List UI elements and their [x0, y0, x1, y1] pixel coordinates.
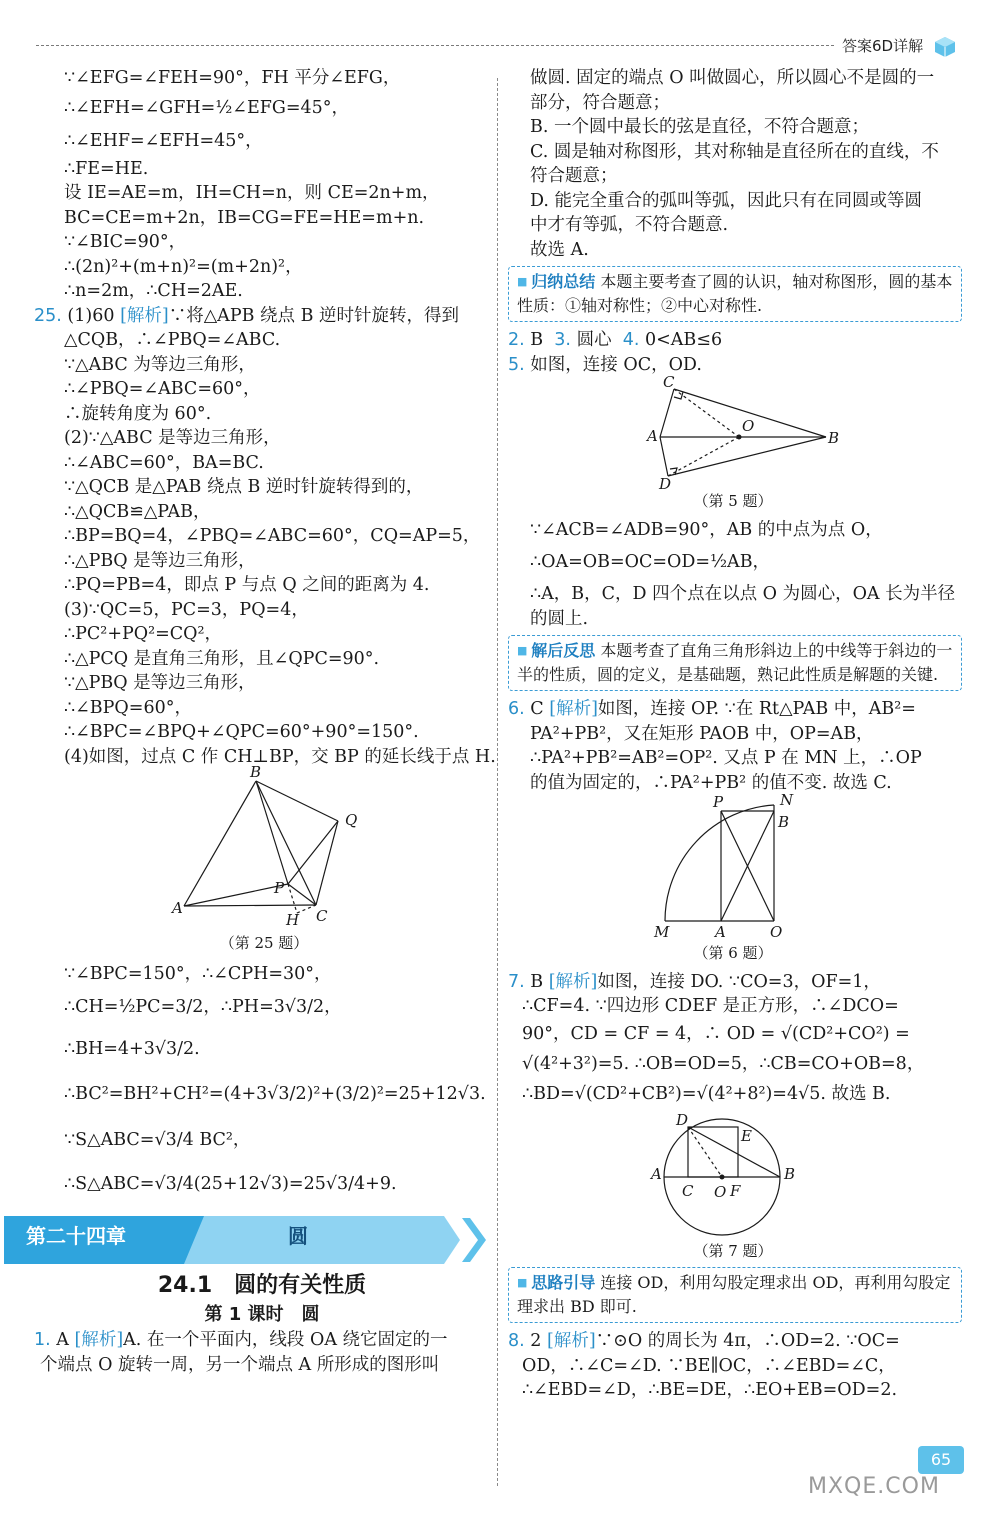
- text-line: ∴△PBQ 是等边三角形，: [64, 550, 256, 571]
- question-5-first-line: [508, 353, 962, 378]
- label-A: A: [647, 427, 658, 445]
- text-line: BC=CE=m+2n，IB=CG=FE=HE=m+n.: [64, 207, 425, 228]
- chapter-label: 第二十四章: [26, 1224, 126, 1248]
- text-line: ∴△QCB≌△PAB，: [64, 501, 211, 522]
- analysis-tag: [解析]: [548, 971, 598, 992]
- text-line: 做圆. 固定的端点 O 叫做圆心，所以圆心不是圆的一: [530, 68, 935, 88]
- text-line: (2)∵△ABC 是等边三角形，: [64, 428, 281, 448]
- cube-icon: [934, 36, 956, 58]
- label-C: C: [682, 1181, 694, 1200]
- figure-6: [508, 791, 962, 966]
- box-label: ■ 归纳总结: [517, 272, 595, 291]
- answer: B: [530, 971, 544, 992]
- question-number: 1.: [34, 1330, 51, 1350]
- analysis-tag: [解析]: [549, 699, 598, 719]
- text-line: B. 一个圆中最长的弦是直径，不符合题意；: [530, 117, 869, 137]
- text-line: ∴BC²=BH²+CH²=(4+3√3/2)²+(3/2)²=25+12√3.: [64, 1084, 486, 1104]
- label-B: B: [778, 813, 790, 831]
- label-N: N: [780, 791, 794, 809]
- answer: 0<AB≤6: [645, 330, 723, 350]
- text-line: ∴∠PBQ=∠ABC=60°，: [64, 379, 261, 399]
- label-P: P: [713, 793, 724, 811]
- label-B: B: [250, 763, 262, 781]
- header-title: 答案6D详解: [842, 37, 924, 55]
- box-text: 本题考查了直角三角形斜边上的中线等于斜边的一半的性质，圆的定义，是基础题，熟记此性质是解题的关键.: [517, 641, 953, 684]
- box-text: 本题主要考查了圆的认识，轴对称图形，圆的基本性质：①轴对称性；②中心对称性.: [517, 272, 953, 315]
- figure-25: [64, 763, 490, 956]
- text-line: ∵S△ABC=√3/4 BC²，: [64, 1130, 251, 1150]
- question-number: 25.: [34, 305, 62, 326]
- text-line: ∵△QCB 是△PAB 绕点 B 逆时针旋转得到的，: [64, 477, 424, 497]
- text-line: 符合题意；: [530, 166, 618, 186]
- label-A: A: [715, 923, 726, 941]
- label-P: P: [274, 879, 285, 897]
- text-line: ∴FE=HE.: [64, 158, 149, 179]
- question-6-first-line: [508, 697, 962, 722]
- answer: A: [56, 1330, 69, 1350]
- text-line: ∵∠BIC=90°，: [64, 232, 187, 252]
- text-line: △CQB，∴∠PBQ=∠ABC.: [64, 330, 281, 350]
- section-title: 24.1 圆的有关性质: [157, 1273, 367, 1298]
- question-number: 2.: [508, 330, 525, 350]
- label-F: F: [730, 1181, 741, 1200]
- text-line: ∴∠ABC=60°，BA=BC.: [64, 452, 264, 473]
- text-line: ∴∠EBD=∠D，∴BE=DE，∴EO+EB=OD=2.: [522, 1380, 898, 1400]
- text-line: ∴PA²+PB²=AB²=OP². 又点 P 在 MN 上，∴OP: [530, 748, 922, 768]
- label-Q: Q: [345, 811, 358, 829]
- column-divider: [497, 78, 498, 1486]
- box-label: ■ 思路引导: [517, 1273, 595, 1292]
- text-line: 故选 A.: [530, 239, 589, 260]
- question-8-first-line: [508, 1329, 962, 1354]
- lesson-title: 第 1 课时 圆: [204, 1304, 320, 1325]
- page-number: 65: [918, 1446, 964, 1474]
- text-line: D. 能完全重合的弧叫等弧，因此只有在同圆或等圆: [530, 190, 923, 211]
- figure-7: [508, 1110, 962, 1264]
- label-O: O: [770, 923, 783, 941]
- text: 如图，连接 OP. ∵在 Rt△PAB 中，AB²=: [597, 699, 916, 719]
- question-number: 7.: [508, 971, 525, 992]
- figure-caption: （第 6 题）: [693, 944, 773, 962]
- figure-5: [508, 373, 962, 514]
- text-line: ∴CF=4. ∵四边形 CDEF 是正方形，∴∠DCO=: [522, 996, 899, 1016]
- text-line: ∴S△ABC=√3/4(25+12√3)=25√3/4+9.: [64, 1174, 397, 1194]
- label-B: B: [784, 1164, 796, 1183]
- text-line: ∵△PBQ 是等边三角形，: [64, 673, 256, 693]
- text-line: ∴∠BPC=∠BPQ+∠QPC=60°+90°=150°.: [64, 722, 419, 742]
- question-number: 3.: [554, 330, 571, 350]
- question-number: 4.: [622, 330, 640, 350]
- reflection-box: [508, 635, 962, 691]
- text-line: 90°，CD = CF = 4，∴ OD = √(CD²+CO²) =: [522, 1023, 910, 1044]
- text-line: ∴(2n)²+(m+n)²=(m+2n)²，: [64, 256, 303, 277]
- label-C: C: [663, 373, 675, 391]
- text-line: ∵∠ACB=∠ADB=90°，AB 的中点为点 O，: [530, 519, 883, 540]
- text: 如图，连接 OC，OD.: [530, 354, 702, 375]
- label-A: A: [651, 1164, 662, 1183]
- text-line: ∵∠EFG=∠FEH=90°，FH 平分∠EFG，: [64, 68, 401, 88]
- answer: 圆心: [576, 330, 612, 350]
- analysis-tag: [解析]: [547, 1331, 596, 1351]
- answer: 2: [530, 1331, 542, 1351]
- text-line: ∵△ABC 为等边三角形，: [64, 354, 256, 375]
- text-line: C. 圆是轴对称图形，其对称轴是直径所在的直线，不: [530, 141, 939, 162]
- figure-caption: （第 25 题）: [219, 934, 309, 952]
- label-D: D: [659, 475, 672, 493]
- chapter-subject: 圆: [288, 1224, 308, 1248]
- text-line: 部分，符合题意；: [530, 92, 670, 113]
- text-line: ∵∠BPC=150°，∴∠CPH=30°，: [64, 963, 332, 984]
- question-25-first-line: [34, 304, 490, 329]
- text-line: ∴CH=½PC=3/2，∴PH=3√3/2，: [64, 997, 342, 1017]
- text: 如图，连接 DO. ∵CO=3，OF=1，: [597, 971, 881, 992]
- text-line: 中才有等弧，不符合题意.: [530, 215, 729, 235]
- label-M: M: [654, 923, 670, 941]
- hint-box: [508, 1267, 962, 1323]
- label-O: O: [742, 417, 755, 435]
- text-line: (4)如图，过点 C 作 CH⊥BP，交 BP 的延长线于点 H.: [64, 746, 496, 767]
- text-line: ∴PQ=PB=4，即点 P 与点 Q 之间的距离为 4.: [64, 575, 430, 595]
- text-line: ∴△PCQ 是直角三角形，且∠QPC=90°.: [64, 648, 380, 669]
- chapter-banner: [4, 1216, 504, 1264]
- text-line: ∴A，B，C，D 四个点在以点 O 为圆心，OA 长为半径: [530, 584, 956, 604]
- answer: C: [530, 699, 544, 719]
- header-rule: [36, 45, 834, 46]
- watermark: MXQE.COM: [808, 1474, 940, 1499]
- text-line: ∴BH=4+3√3/2.: [64, 1039, 200, 1059]
- text: ∵将△APB 绕点 B 逆时针旋转，得到: [168, 305, 459, 326]
- text-line: √(4²+3²)=5. ∴OB=OD=5，∴CB=CO+OB=8，: [522, 1053, 925, 1074]
- question-number: 6.: [508, 699, 525, 719]
- figure-caption: （第 7 题）: [693, 1241, 773, 1260]
- label-D: D: [676, 1110, 689, 1129]
- analysis-tag: [解析]: [120, 305, 169, 326]
- question-number: 5.: [508, 354, 525, 375]
- answer: (1)60: [67, 305, 115, 326]
- text-line: OD，∴∠C=∠D. ∵BE∥OC，∴∠EBD=∠C，: [522, 1355, 896, 1376]
- figure-caption: （第 5 题）: [693, 492, 773, 510]
- label-H: H: [286, 911, 300, 929]
- answer: B: [530, 330, 544, 350]
- label-A: A: [172, 899, 183, 917]
- text-line: ∴PC²+PQ²=CQ²，: [64, 624, 223, 644]
- text-line: 个端点 O 旋转一周，另一个端点 A 所形成的图形叫: [40, 1354, 440, 1375]
- text-line: (3)∵QC=5，PC=3，PQ=4，: [64, 599, 309, 620]
- text-line: ∴∠EHF=∠EFH=45°，: [64, 130, 263, 151]
- text-line: 的圆上.: [530, 608, 589, 629]
- answers-2-4: [508, 328, 962, 353]
- text: A. 在一个平面内，线段 OA 绕它固定的一: [123, 1330, 448, 1350]
- label-E: E: [741, 1126, 752, 1145]
- text-line: ∴n=2m，∴CH=2AE.: [64, 281, 243, 301]
- question-number: 8.: [508, 1331, 525, 1351]
- label-B: B: [828, 429, 840, 447]
- box-text: 连接 OD，利用勾股定理求出 OD，再利用勾股定理求出 BD 即可.: [517, 1273, 951, 1316]
- question-7-first-line: [508, 970, 962, 995]
- text-line: ∴∠EFH=∠GFH=½∠EFG=45°，: [64, 97, 350, 118]
- left-column: [26, 66, 496, 1377]
- analysis-tag: [解析]: [74, 1330, 124, 1350]
- text-line: ∴OA=OB=OC=OD=½AB，: [530, 552, 771, 572]
- text-line: 设 IE=AE=m，IH=CH=n，则 CE=2n+m，: [64, 183, 440, 203]
- text-line: ∴BD=√(CD²+CB²)=√(4²+8²)=4√5. 故选 B.: [522, 1083, 891, 1104]
- text: ∵⊙O 的周长为 4π，∴OD=2. ∵OC=: [595, 1331, 900, 1351]
- summary-box: [508, 266, 962, 322]
- text-line: ∴∠BPQ=60°，: [64, 697, 192, 718]
- text-line: 的值为固定的，∴PA²+PB² 的值不变. 故选 C.: [530, 772, 892, 793]
- right-column: [508, 66, 962, 1403]
- box-label: ■ 解后反思: [517, 641, 595, 660]
- text-line: ∴旋转角度为 60°.: [64, 403, 212, 424]
- text-line: ∴BP=BQ=4，∠PBQ=∠ABC=60°，CQ=AP=5，: [64, 526, 481, 546]
- label-O: O: [714, 1182, 727, 1201]
- label-C: C: [316, 907, 328, 925]
- text-line: PA²+PB²，又在矩形 PAOB 中，OP=AB，: [530, 723, 874, 744]
- question-1-first-line: [34, 1328, 490, 1353]
